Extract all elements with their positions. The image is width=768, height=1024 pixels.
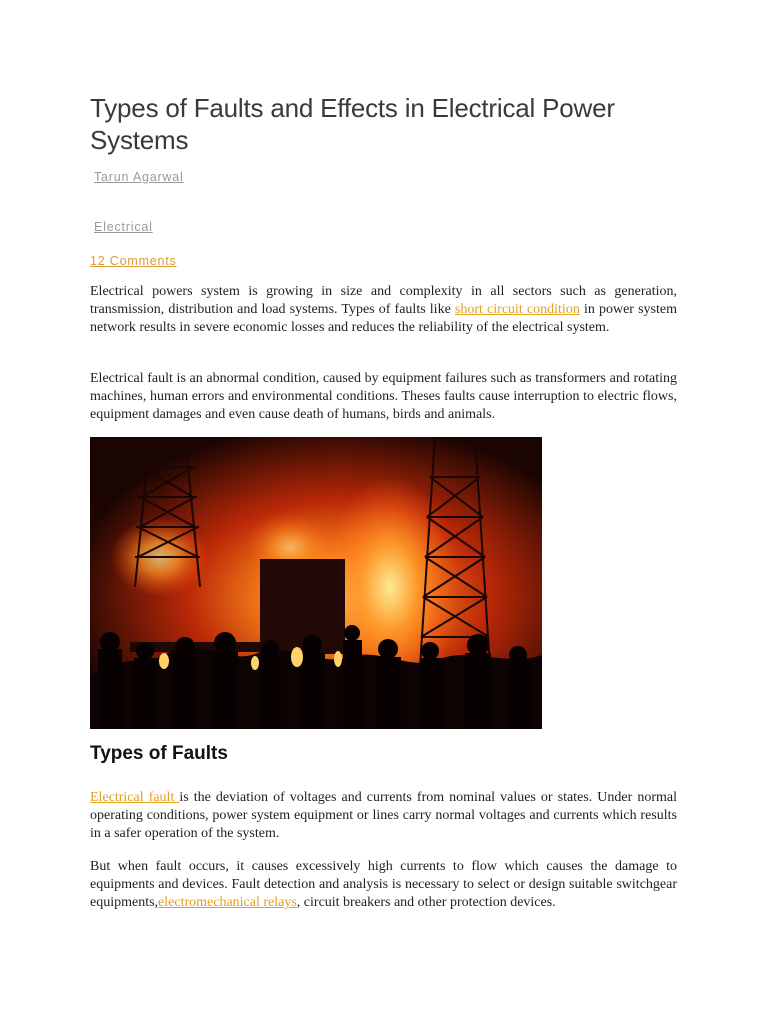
author-link[interactable]: Tarun Agarwal <box>94 170 184 184</box>
fault-deviation-paragraph <box>90 789 677 843</box>
intro-text-start: Electrical powers system is growing in size and complexity in all sectors such as generation, transmission, distribution and load systems. Types of faults like <box>90 284 677 317</box>
short-circuit-link[interactable]: short circuit condition <box>454 302 580 317</box>
fault-detection-paragraph <box>90 858 677 912</box>
substation-fire-image <box>90 437 542 729</box>
intro-text-end: in power system network results in severe economic losses and reduces the reliability of the electrical system. <box>90 302 677 335</box>
detection-text-end: , circuit breakers and other protection devices. <box>296 895 556 910</box>
deviation-text: is the deviation of voltages and currents from nominal values or states. Under normal operating conditions, power system equipment or lines carry normal voltages and currents which results in a safer operation of the system. <box>90 790 677 841</box>
relays-link[interactable]: electromechanical relays <box>158 895 297 910</box>
section-heading: Types of Faults <box>90 743 228 764</box>
article-title: Types of Faults and Effects in Electrical Power Systems <box>90 93 615 155</box>
comments-link[interactable]: 12 Comments <box>90 254 177 268</box>
category-link[interactable]: Electrical <box>94 220 153 234</box>
electrical-fault-link[interactable]: Electrical fault <box>90 790 180 805</box>
intro-paragraph <box>90 283 677 337</box>
detection-text-start: But when fault occurs, it causes excessively high currents to flow which causes the damage to equipments and devices. Fault detection and analysis is necessary to select or design suitable switchgear equipments, <box>90 859 677 910</box>
fault-definition-paragraph: Electrical fault is an abnormal condition, caused by equipment failures such as transformers and rotating machines, human errors and environmental conditions. Theses faults cause interruption to electric flows, equipment damages and even cause death of humans, birds and animals. <box>90 371 677 422</box>
